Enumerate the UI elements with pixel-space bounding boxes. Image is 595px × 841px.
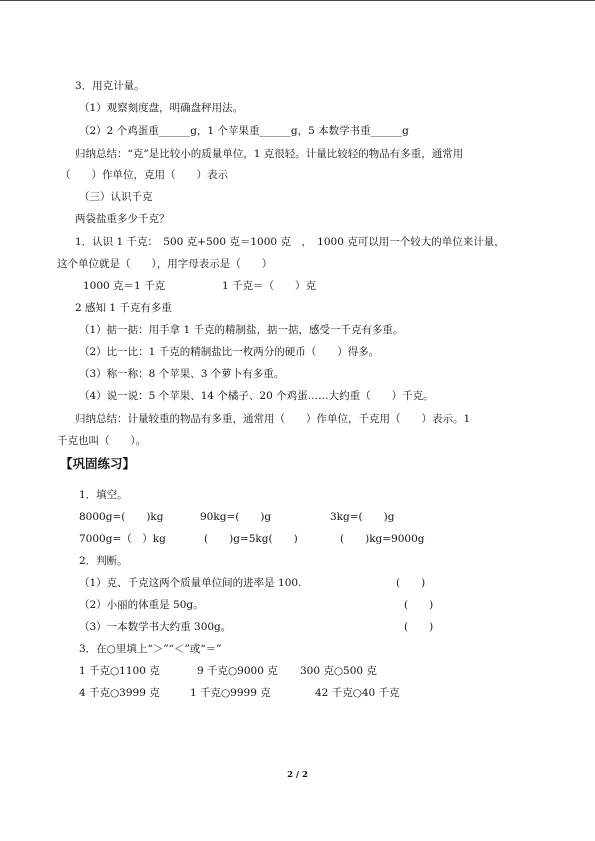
item-2-heading: 2 感知 1 千克有多重: [75, 302, 172, 314]
sub-item-weigh-hand: （1）掂一掂：用手拿 1 千克的精制盐，掂一掂，感受一千克有多重。: [79, 324, 404, 336]
practice-item-1: 1．填空。: [79, 489, 128, 501]
summary2-line-1: 归纳总结：计量较重的物品有多重，通常用（ ）作单位，千克用（ ）表示。1: [75, 413, 471, 425]
fill-8000g: 8000g=( )kg: [79, 511, 164, 523]
sub-item-weights: （2）2 个鸡蛋重______g，1 个苹果重______g，5 本数学书重______g: [79, 125, 409, 137]
sub-item-estimate: （4）说一说：5 个苹果、14 个橘子、20 个鸡蛋……大约重（ ）千克。: [79, 390, 434, 402]
fill-5kg: ( )g=5kg( ): [204, 533, 298, 545]
judge-2-text: （2）小丽的体重是 50g。: [79, 599, 204, 611]
page-number: 2 / 2: [287, 770, 308, 780]
compare-2: 9 千克○9000 克: [197, 665, 278, 677]
summary-line-2: （ ）作单位，克用（ ）表示: [60, 169, 228, 181]
compare-6: 42 千克○40 千克: [315, 687, 400, 699]
sub-item-compare: （2）比一比：1 千克的精制盐比一枚两分的硬币（ ）得多。: [79, 346, 380, 358]
practice-heading: 【巩固练习】: [60, 456, 136, 471]
judge-1-bracket: ( ): [396, 577, 426, 589]
section-item-3: 3．用克计量。: [75, 80, 145, 92]
conversion-line-b: 1 千克＝（ ）克: [222, 280, 317, 292]
practice-item-3: 3．在○里填上“＞”“＜”或“＝”: [79, 643, 222, 655]
judge-3-bracket: ( ): [404, 621, 434, 633]
fill-7000g: 7000g=（ ）kg: [79, 533, 166, 545]
summary2-line-2: 千克也叫（ ）。: [57, 435, 147, 447]
item-1-line-1: 1．认识 1 千克： 500 克+500 克＝1000 克 ， 1000 克可以用一个较大的单位来计量，: [75, 236, 505, 248]
fill-9000g: ( )kg=9000g: [340, 533, 425, 545]
compare-5: 1 千克○9999 克: [190, 687, 271, 699]
item-1-line-2: 这个单位就是（ ），用字母表示是（ ）: [57, 258, 273, 270]
header-rule: [0, 0, 595, 1]
summary-line-1: 归纳总结：“克”是比较小的质量单位，1 克很轻。计量比较轻的物品有多重，通常用: [75, 148, 464, 160]
practice-item-2: 2．判断。: [79, 555, 128, 567]
conversion-line-a: 1000 克＝1 千克: [83, 280, 166, 292]
question-line: 两袋盐重多少千克？: [75, 213, 170, 225]
compare-4: 4 千克○3999 克: [79, 687, 160, 699]
judge-3-text: （3）一本数学书大约重 300g。: [79, 621, 232, 633]
judge-2-bracket: ( ): [404, 599, 434, 611]
section-heading-kilogram: （三）认识千克: [79, 191, 153, 203]
compare-1: 1 千克○1100 克: [79, 665, 160, 677]
fill-90kg: 90kg=( )g: [200, 511, 272, 523]
sub-item-scale: （3）称一称：8 个苹果、3 个萝卜有多重。: [79, 368, 285, 380]
fill-3kg: 3kg=( )g: [330, 511, 395, 523]
compare-3: 300 克○500 克: [300, 665, 377, 677]
sub-item-observe: （1）观察刻度盘，明确盘秤用法。: [79, 102, 244, 114]
judge-1-text: （1）克、千克这两个质量单位间的进率是 100.: [79, 577, 302, 589]
